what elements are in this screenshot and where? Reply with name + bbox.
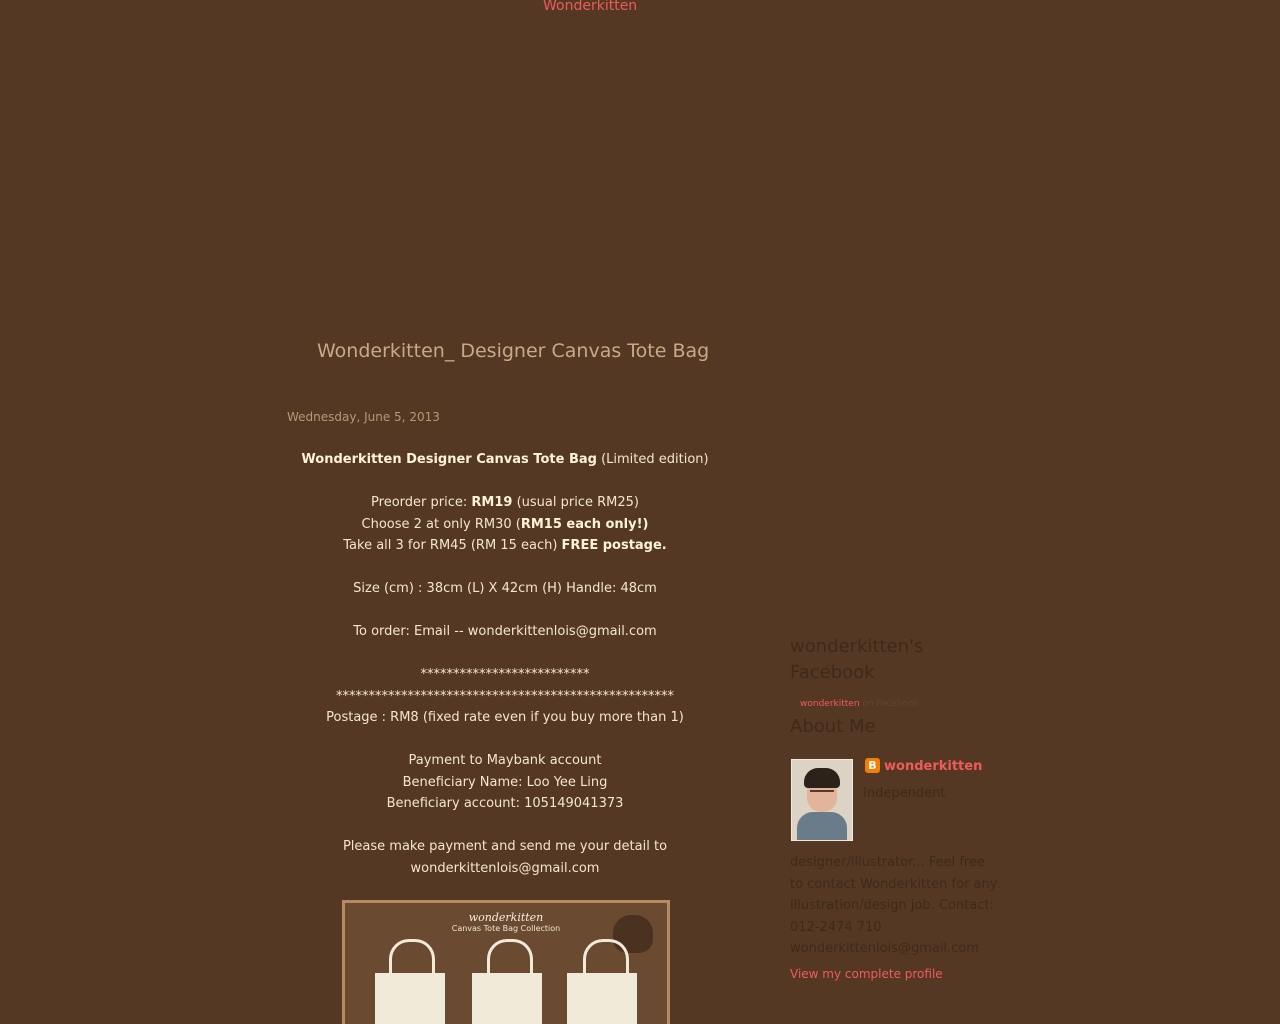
blogger-icon: B: [865, 758, 880, 773]
payment-title: Payment to Maybank account: [408, 753, 602, 768]
order-line: To order: Email -- wonderkittenlois@gmail.com: [353, 624, 657, 639]
facebook-profile-link[interactable]: wonderkitten: [800, 699, 860, 709]
image-brand-text: wonderkitten: [468, 911, 544, 924]
beneficiary-name: Beneficiary Name: Loo Yee Ling: [402, 774, 608, 790]
profile-name-link[interactable]: wonderkitten: [884, 759, 983, 774]
send-detail-line-1: Please make payment and send me your detail to: [342, 839, 668, 854]
choose2-price: RM15 each only!): [520, 516, 649, 532]
postage-line: Postage : RM8 (fixed rate even if you buy more than 1): [326, 710, 684, 725]
profile-description-2: designer/illustrator... Feel free to contact Wonderkitten for any illustration/design job. Contact: 012-2474 710 wonderkittenlois@gmail.com: [790, 855, 998, 956]
view-profile-link[interactable]: View my complete profile: [790, 967, 943, 981]
divider-stars-long: ****************************************************: [336, 688, 674, 704]
tote-bag-3: [567, 973, 637, 1024]
site-title-link[interactable]: Wonderkitten: [543, 0, 638, 14]
free-postage: FREE postage.: [561, 538, 667, 553]
product-line: [287, 449, 723, 471]
tote-bag-2: [472, 973, 542, 1024]
facebook-widget-title: wonderkitten's Facebook: [790, 636, 924, 683]
profile-description-1: Independent: [863, 786, 946, 801]
send-detail-line-2: wonderkittenlois@gmail.com: [410, 860, 600, 876]
about-me-title: About Me: [790, 716, 876, 737]
choose2-label: Choose 2 at only RM30 (: [361, 516, 521, 532]
edition-note: (Limited edition): [596, 452, 709, 467]
product-name: Wonderkitten Designer Canvas Tote Bag: [301, 452, 597, 467]
divider-stars-short: **************************: [420, 667, 590, 682]
preorder-line: [287, 492, 723, 514]
image-subtitle: Canvas Tote Bag Collection: [451, 924, 561, 933]
preorder-price: RM19: [471, 495, 513, 510]
avatar[interactable]: [791, 759, 853, 841]
facebook-widget: [800, 699, 919, 709]
tote-bag-image[interactable]: [342, 900, 670, 1024]
facebook-suffix: on Facebook: [862, 699, 919, 709]
post-body: [287, 449, 723, 879]
tote-bag-1: [375, 973, 445, 1024]
choose2-line: [287, 514, 723, 536]
size-line: Size (cm) : 38cm (L) X 42cm (H) Handle: 48cm: [353, 581, 657, 596]
post-title: Wonderkitten_ Designer Canvas Tote Bag: [317, 340, 710, 362]
usual-price: (usual price RM25): [512, 495, 639, 510]
preorder-label: Preorder price:: [371, 495, 472, 510]
beneficiary-account: Beneficiary account: 105149041373: [386, 796, 624, 811]
take3-line: [287, 535, 723, 557]
take3-label: Take all 3 for RM45 (RM 15 each): [343, 538, 562, 553]
post-date: Wednesday, June 5, 2013: [287, 410, 440, 424]
